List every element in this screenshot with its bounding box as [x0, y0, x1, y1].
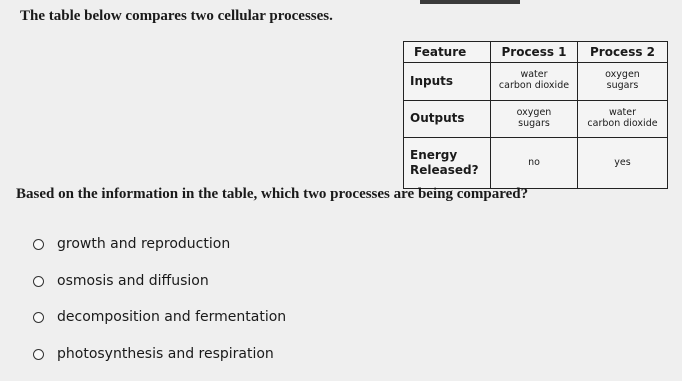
- cell-line: Released?: [410, 163, 479, 178]
- cell-line: sugars: [518, 117, 550, 129]
- radio-button[interactable]: [33, 312, 44, 323]
- header-process-2: Process 2: [578, 42, 668, 63]
- cell-line: Energy: [410, 148, 458, 163]
- cell-outputs-process-2: [578, 100, 668, 138]
- choice-photosynthesis-respiration[interactable]: [33, 346, 274, 362]
- cell-energy-process-2: [578, 138, 668, 189]
- cell-line: oxygen: [516, 106, 552, 118]
- row-head-energy: [404, 138, 491, 189]
- table-header-row: [404, 42, 668, 63]
- cell-inputs-process-1: [491, 63, 578, 101]
- cell-line: Inputs: [410, 73, 454, 88]
- choice-osmosis-diffusion[interactable]: [33, 273, 209, 289]
- cell-line: water: [608, 106, 637, 118]
- choice-label: growth and reproduction: [57, 236, 231, 252]
- choice-label: osmosis and diffusion: [57, 273, 209, 289]
- table-row-outputs: [404, 100, 668, 138]
- cell-line: Outputs: [410, 111, 465, 126]
- row-head-inputs: [404, 63, 491, 101]
- cell-line: yes: [614, 156, 631, 168]
- choice-growth-reproduction[interactable]: [33, 236, 230, 252]
- cell-line: carbon dioxide: [587, 117, 658, 129]
- cell-line: sugars: [606, 80, 639, 92]
- cell-energy-process-1: [491, 138, 578, 189]
- intro-text: The table below compares two cellular processes.: [20, 8, 333, 24]
- choice-label: photosynthesis and respiration: [57, 346, 274, 362]
- choice-label: decomposition and fermentation: [57, 309, 287, 325]
- radio-button[interactable]: [33, 349, 44, 360]
- row-head-outputs: [404, 100, 491, 138]
- header-feature: Feature: [404, 42, 491, 63]
- table-row-energy: [404, 138, 668, 189]
- top-edge-bar: [420, 0, 520, 4]
- header-process-1: Process 1: [491, 42, 578, 63]
- cell-line: no: [528, 156, 540, 168]
- radio-button[interactable]: [33, 239, 44, 250]
- cell-outputs-process-1: [491, 100, 578, 138]
- cell-line: water: [520, 69, 548, 81]
- cell-line: carbon dioxide: [498, 80, 570, 92]
- cell-inputs-process-2: [578, 63, 668, 101]
- table-row-inputs: [404, 63, 668, 101]
- choice-decomposition-fermentation[interactable]: [33, 309, 286, 325]
- question-text: Based on the information in the table, which two processes are being compared?: [16, 186, 529, 202]
- radio-button[interactable]: [33, 276, 44, 287]
- comparison-table: [403, 41, 668, 189]
- cell-line: oxygen: [605, 69, 640, 81]
